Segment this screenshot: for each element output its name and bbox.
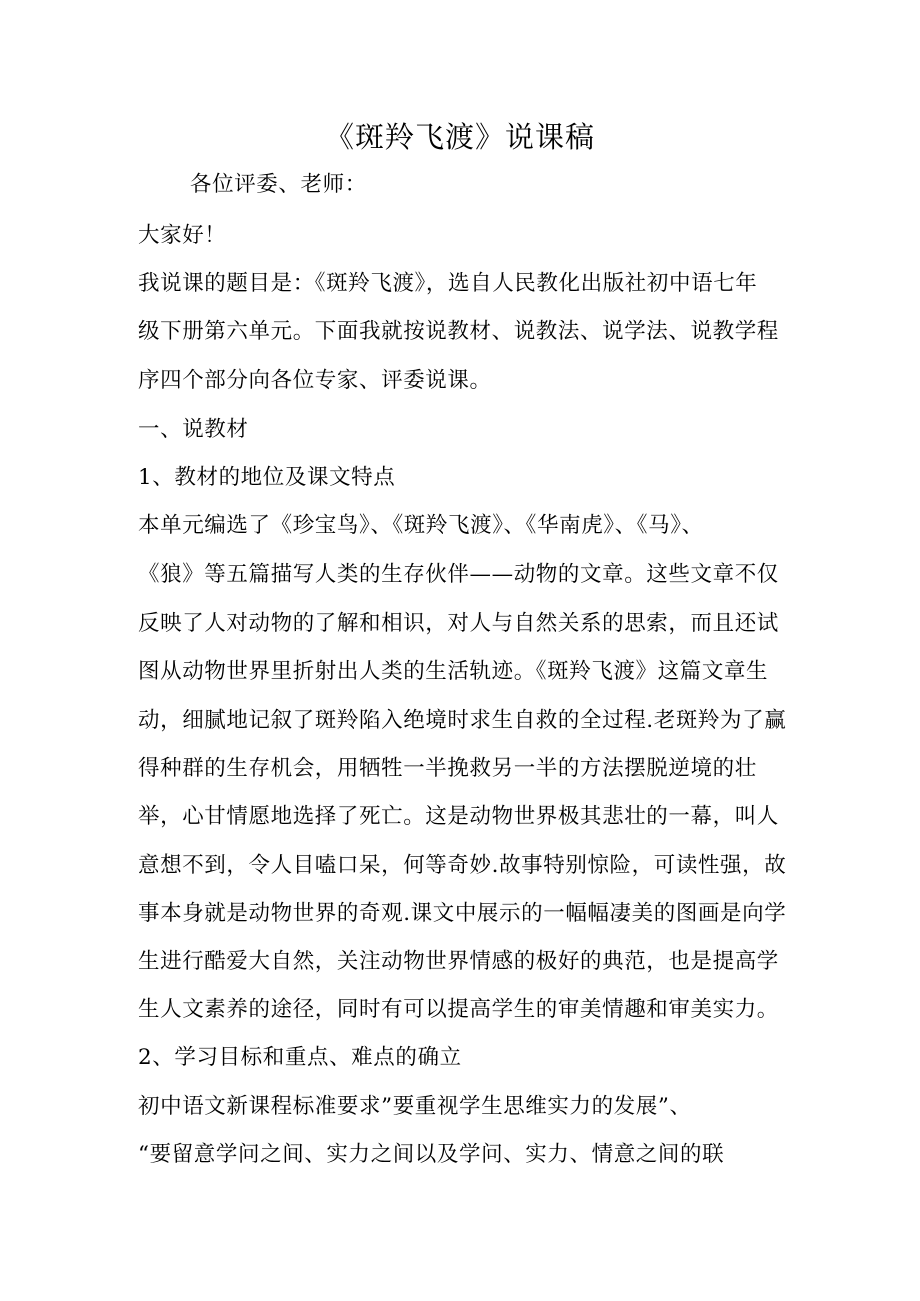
body-line: 图从动物世界里折射出人类的生活轨迹。《斑羚飞渡》这篇文章生 (138, 659, 769, 684)
body-line: 我说课的题目是：《斑羚飞渡》，选自人民教化出版社初中语七年 (138, 271, 758, 296)
subsection-heading: 2、学习目标和重点、难点的确立 (138, 1045, 462, 1070)
body-line: 初中语文新课程标准要求”要重视学生思维实力的发展”、 (138, 1094, 692, 1119)
body-line: 反映了人对动物的了解和相识，对人与自然关系的思索，而且还试 (138, 611, 779, 636)
section-heading: 一、说教材 (138, 417, 249, 442)
body-line: “要留意学问之间、实力之间以及学问、实力、情意之间的联 (138, 1142, 725, 1167)
subsection-heading: 1、教材的地位及课文特点 (138, 465, 396, 490)
body-line: 本单元编选了《珍宝鸟》、《斑羚飞渡》、《华南虎》、《马》、 (138, 513, 704, 538)
greeting-line: 各位评委、老师： (190, 172, 367, 197)
body-line: 《狼》等五篇描写人类的生存伙伴——动物的文章。这些文章不仅 (138, 562, 779, 587)
body-line: 生进行酷爱大自然，关注动物世界情感的极好的典范，也是提高学 (138, 949, 779, 974)
body-line: 级下册第六单元。下面我就按说教材、说教法、说学法、说教学程 (138, 319, 779, 344)
body-line: 举，心甘情愿地选择了死亡。这是动物世界极其悲壮的一幕，叫人 (138, 804, 779, 829)
document-title: 《斑羚飞渡》说课稿 (324, 120, 595, 154)
body-line: 意想不到，令人目嗑口呆，何等奇妙.故事特别惊险，可读性强，故 (138, 853, 787, 878)
body-line: 序四个部分向各位专家、评委说课。 (138, 368, 492, 393)
body-line: 得种群的生存机会，用牺牲一半挽救另一半的方法摆脱逆境的壮 (138, 756, 757, 781)
body-line: 动，细腻地记叙了斑羚陷入绝境时求生自救的全过程.老斑羚为了赢 (138, 708, 787, 733)
body-line: 事本身就是动物世界的奇观.课文中展示的一幅幅凄美的图画是向学 (138, 901, 787, 926)
body-line: 生人文素养的途径，同时有可以提高学生的审美情趣和审美实力。 (138, 997, 779, 1022)
salutation-line: 大家好！ (138, 223, 227, 248)
